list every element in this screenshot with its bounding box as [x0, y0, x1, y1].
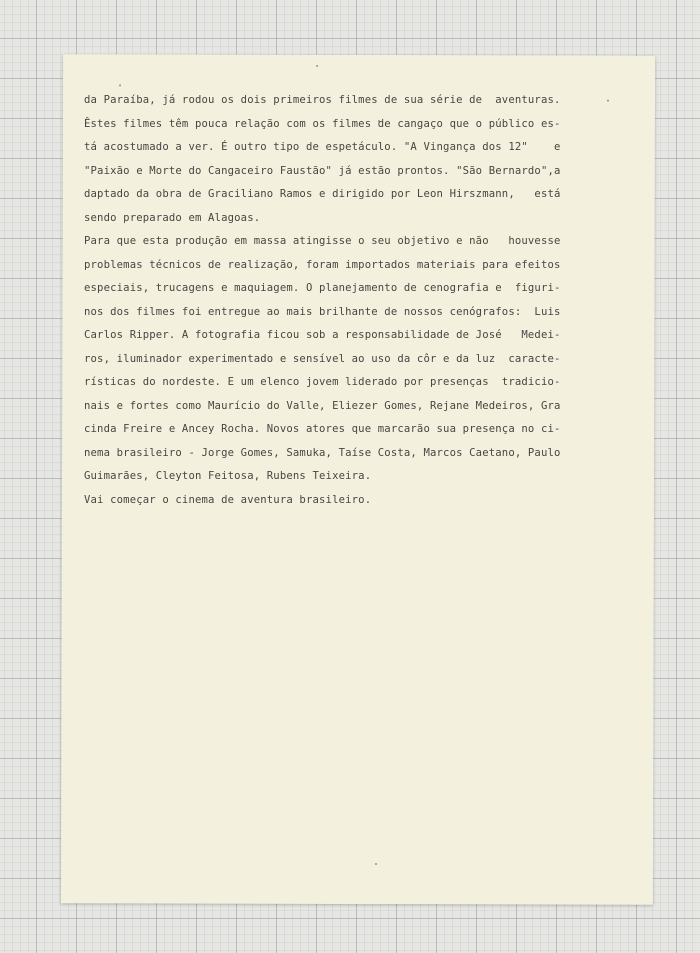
ink-speck	[607, 100, 609, 102]
ink-speck	[375, 863, 377, 865]
text-line: sendo preparado em Alagoas.	[84, 211, 261, 224]
ink-speck	[316, 65, 318, 67]
text-line: cinda Freire e Ancey Rocha. Novos atores que marcarão sua presença no ci-	[84, 423, 561, 435]
text-line: Guimarães, Cleyton Feitosa, Rubens Teixeira.	[84, 470, 372, 482]
text-line: rísticas do nordeste. E um elenco jovem liderado por presenças tradicio-	[84, 376, 561, 388]
text-line: Para que esta produção em massa atingisse o seu objetivo e não houvesse	[84, 235, 561, 247]
text-line: da Paraíba, já rodou os dois primeiros filmes de sua série de aventuras.	[84, 94, 561, 106]
text-line: tá acostumado a ver. É outro tipo de espetáculo. "A Vingança dos 12" e	[84, 141, 561, 153]
text-line: nos dos filmes foi entregue ao mais brilhante de nossos cenógrafos: Luis	[84, 305, 561, 318]
text-line: especiais, trucagens e maquiagem. O planejamento de cenografia e figuri-	[84, 282, 561, 294]
text-line: Vai começar o cinema de aventura brasileiro.	[84, 493, 372, 506]
text-line: Êstes filmes têm pouca relação com os filmes de cangaço que o público es-	[84, 117, 561, 130]
text-line: ros, iluminador experimentado e sensível ao uso da côr e da luz caracte-	[84, 352, 561, 365]
ink-speck	[119, 84, 121, 86]
text-line: problemas técnicos de realização, foram importados materiais para efeitos	[84, 258, 561, 271]
text-line: nais e fortes como Maurício do Valle, Eliezer Gomes, Rejane Medeiros, Gra	[84, 399, 561, 412]
text-line: nema brasileiro - Jorge Gomes, Samuka, Taíse Costa, Marcos Caetano, Paulo	[84, 446, 561, 459]
text-line: daptado da obra de Graciliano Ramos e dirigido por Leon Hirszmann, está	[84, 188, 561, 200]
document-body	[84, 89, 561, 512]
text-line: Carlos Ripper. A fotografia ficou sob a responsabilidade de José Medei-	[84, 329, 561, 341]
text-line: "Paixão e Morte do Cangaceiro Faustão" já estão prontos. "São Bernardo",a	[84, 164, 561, 177]
